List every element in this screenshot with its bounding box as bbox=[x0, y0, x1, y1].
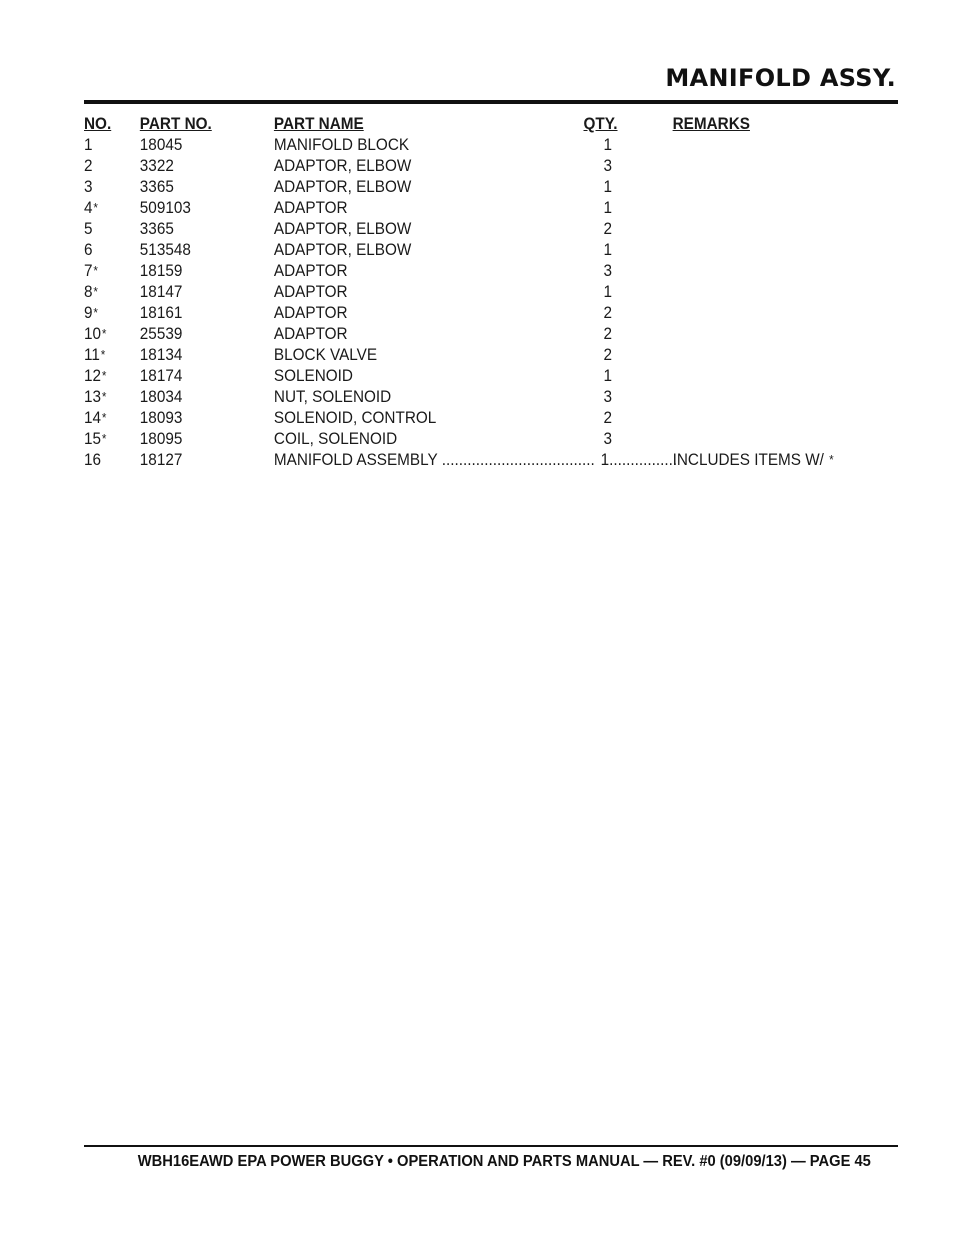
row-part-name: BLOCK VALVE bbox=[273, 345, 378, 364]
row-part-no: 18093 bbox=[139, 408, 183, 427]
footer-rule bbox=[84, 1145, 898, 1147]
asterisk-mark: * bbox=[829, 452, 834, 467]
row-qty: 3 bbox=[603, 429, 613, 448]
table-header-row bbox=[84, 113, 786, 134]
table-row bbox=[84, 386, 786, 407]
row-part-name: MANIFOLD BLOCK bbox=[273, 135, 410, 154]
row-no: 7* bbox=[84, 261, 98, 280]
row-part-name: ADAPTOR, ELBOW bbox=[273, 219, 412, 238]
row-remarks: INCLUDES ITEMS W/ * bbox=[672, 450, 834, 469]
table-row bbox=[84, 155, 786, 176]
row-part-no: 18045 bbox=[139, 135, 183, 154]
row-part-no: 18161 bbox=[139, 303, 183, 322]
row-part-name: COIL, SOLENOID bbox=[273, 429, 398, 448]
asterisk-mark: * bbox=[101, 368, 107, 383]
row-qty: 3 bbox=[603, 261, 613, 280]
row-no: 15* bbox=[84, 429, 107, 448]
row-part-name: ADAPTOR bbox=[273, 261, 348, 280]
row-qty: 1 bbox=[603, 177, 613, 196]
row-part-no: 3322 bbox=[139, 156, 174, 175]
row-qty: 3 bbox=[603, 387, 613, 406]
row-part-no: 18134 bbox=[139, 345, 183, 364]
table-row bbox=[84, 218, 786, 239]
row-no: 12* bbox=[84, 366, 107, 385]
row-part-name: MANIFOLD ASSEMBLY .................................... bbox=[273, 450, 595, 469]
row-part-no: 25539 bbox=[139, 324, 183, 343]
row-no: 14* bbox=[84, 408, 107, 427]
asterisk-mark: * bbox=[100, 347, 106, 362]
row-part-no: 18127 bbox=[139, 450, 183, 469]
header-qty: QTY. bbox=[583, 114, 618, 133]
header-part-no: PART NO. bbox=[139, 114, 212, 133]
row-no: 11* bbox=[84, 345, 106, 364]
row-part-no: 3365 bbox=[139, 177, 174, 196]
row-no: 16 bbox=[84, 450, 102, 469]
row-no: 1 bbox=[84, 135, 93, 154]
row-qty: 1................ bbox=[600, 450, 678, 469]
row-part-no: 18147 bbox=[139, 282, 183, 301]
row-qty: 3 bbox=[603, 156, 613, 175]
row-qty: 1 bbox=[603, 366, 613, 385]
row-no: 9* bbox=[84, 303, 98, 322]
row-part-name: NUT, SOLENOID bbox=[273, 387, 392, 406]
row-part-no: 18034 bbox=[139, 387, 183, 406]
asterisk-mark: * bbox=[93, 284, 98, 299]
asterisk-mark: * bbox=[93, 263, 98, 278]
table-row bbox=[84, 134, 786, 155]
assembly-row bbox=[84, 449, 834, 470]
table-row bbox=[84, 407, 786, 428]
row-part-name: ADAPTOR, ELBOW bbox=[273, 156, 412, 175]
row-part-name: SOLENOID bbox=[273, 366, 353, 385]
row-no: 2 bbox=[84, 156, 93, 175]
row-qty: 2 bbox=[603, 324, 613, 343]
row-no: 4* bbox=[84, 198, 98, 217]
dot-leader: ................ bbox=[609, 450, 678, 469]
table-row bbox=[84, 260, 786, 281]
row-part-name: ADAPTOR bbox=[273, 198, 348, 217]
row-qty: 2 bbox=[603, 219, 613, 238]
asterisk-mark: * bbox=[101, 431, 107, 446]
row-qty: 1 bbox=[603, 240, 613, 259]
asterisk-mark: * bbox=[101, 410, 107, 425]
footer-text: WBH16EAWD EPA POWER BUGGY • OPERATION AND PARTS MANUAL — REV. #0 (09/09/13) — PAGE 45 bbox=[137, 1153, 871, 1170]
row-no: 5 bbox=[84, 219, 93, 238]
row-qty: 1 bbox=[603, 282, 613, 301]
asterisk-mark: * bbox=[93, 200, 98, 215]
row-part-name: ADAPTOR, ELBOW bbox=[273, 177, 412, 196]
row-no: 3 bbox=[84, 177, 93, 196]
table-row bbox=[84, 302, 786, 323]
table-row bbox=[84, 176, 786, 197]
header-no: NO. bbox=[84, 114, 112, 133]
row-part-name: ADAPTOR, ELBOW bbox=[273, 240, 412, 259]
table-row bbox=[84, 323, 786, 344]
row-qty: 2 bbox=[603, 408, 613, 427]
row-qty: 1 bbox=[603, 198, 613, 217]
row-part-name: SOLENOID, CONTROL bbox=[273, 408, 437, 427]
row-part-no: 18174 bbox=[139, 366, 183, 385]
row-part-no: 18095 bbox=[139, 429, 183, 448]
row-part-no: 3365 bbox=[139, 219, 174, 238]
table-row bbox=[84, 344, 786, 365]
table-row bbox=[84, 197, 786, 218]
row-part-no: 509103 bbox=[139, 198, 191, 217]
row-no: 6 bbox=[84, 240, 93, 259]
title-rule bbox=[84, 100, 898, 104]
page-title: MANIFOLD ASSY. bbox=[665, 64, 896, 92]
row-no: 13* bbox=[84, 387, 107, 406]
row-no: 10* bbox=[84, 324, 107, 343]
row-part-name: ADAPTOR bbox=[273, 303, 348, 322]
table-row bbox=[84, 365, 786, 386]
row-part-name: ADAPTOR bbox=[273, 282, 348, 301]
row-part-no: 513548 bbox=[139, 240, 191, 259]
row-part-name: ADAPTOR bbox=[273, 324, 348, 343]
table-row bbox=[84, 281, 786, 302]
asterisk-mark: * bbox=[101, 326, 107, 341]
row-qty: 2 bbox=[603, 345, 613, 364]
table-row bbox=[84, 239, 786, 260]
row-no: 8* bbox=[84, 282, 98, 301]
table-row bbox=[84, 428, 786, 449]
dot-leader: .................................... bbox=[437, 450, 595, 469]
row-part-no: 18159 bbox=[139, 261, 183, 280]
header-remarks: REMARKS bbox=[672, 114, 750, 133]
header-part-name: PART NAME bbox=[273, 114, 364, 133]
asterisk-mark: * bbox=[101, 389, 107, 404]
row-qty: 1 bbox=[603, 135, 613, 154]
asterisk-mark: * bbox=[93, 305, 98, 320]
parts-table bbox=[84, 113, 834, 470]
row-qty: 2 bbox=[603, 303, 613, 322]
